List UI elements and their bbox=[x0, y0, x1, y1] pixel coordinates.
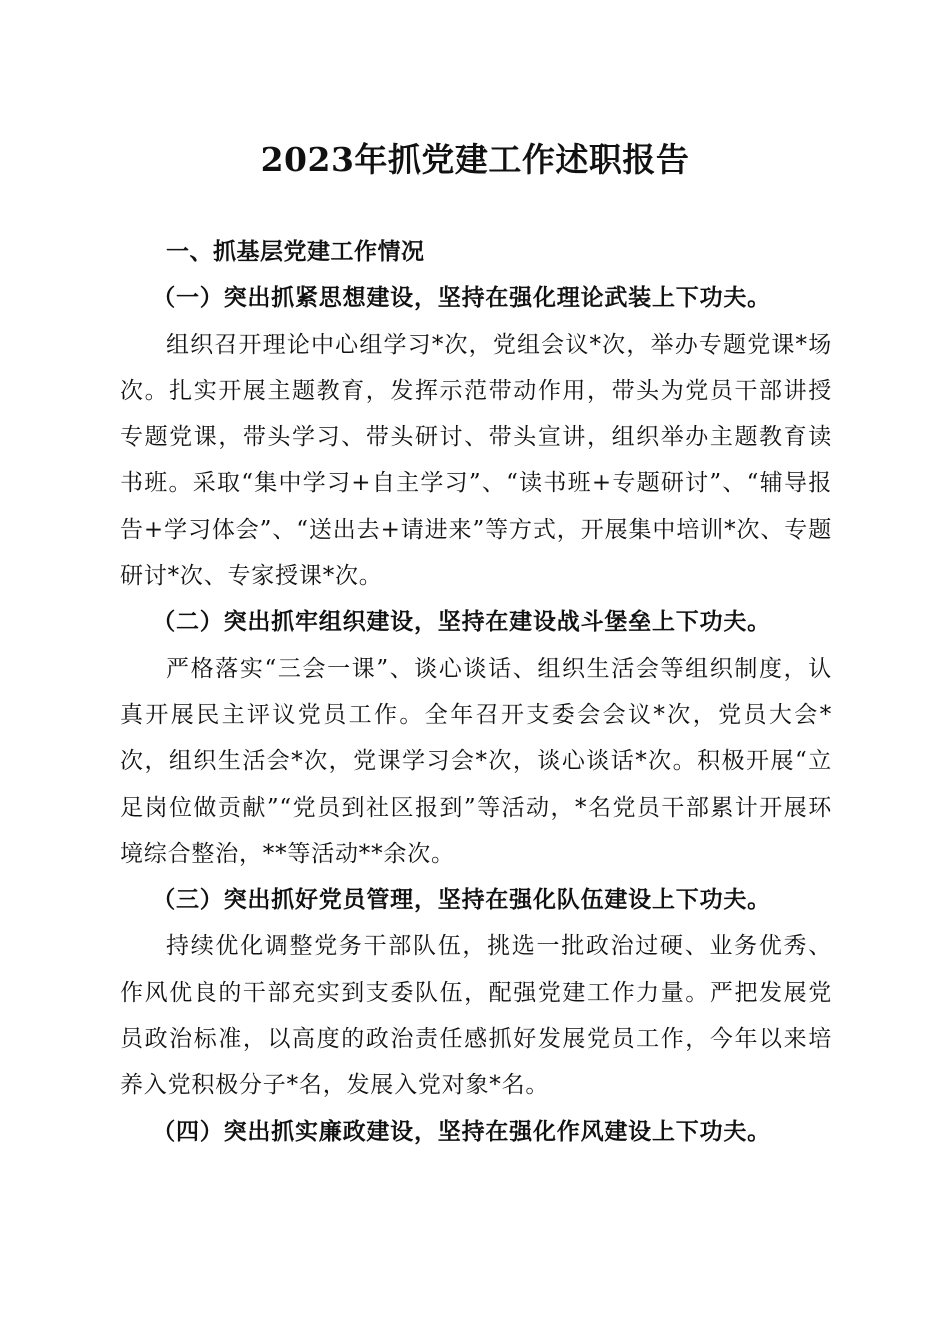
paragraph-3: 持续优化调整党务干部队伍，挑选一批政治过硬、业务优秀、作风优良的干部充实到支委队伍，配强党建工作力量。严把发展党员政治标准，以高度的政治责任感抓好发展党员工作，今年以来培养入党积极分子*名，发展入党对象*名。 bbox=[120, 933, 832, 1099]
document-body bbox=[120, 229, 832, 1155]
paragraph-1: 组织召开理论中心组学习*次，党组会议*次，举办专题党课*场次。扎实开展主题教育，发挥示范带动作用，带头为党员干部讲授专题党课，带头学习、带头研讨、带头宣讲，组织举办主题教育读书班。采取“集中学习+自主学习”、“读书班+专题研讨”、“辅导报告+学习体会”、“送出去+请进来”等方式，开展集中培训*次、专题研讨*次、专家授课*次。 bbox=[120, 331, 832, 590]
subsection-heading-3: （三）突出抓好党员管理，坚持在强化队伍建设上下功夫。 bbox=[152, 886, 771, 914]
section-heading-1: 一、抓基层党建工作情况 bbox=[166, 239, 425, 265]
subsection-heading-4: （四）突出抓实廉政建设，坚持在强化作风建设上下功夫。 bbox=[152, 1117, 771, 1145]
document-title: 2023年抓党建工作述职报告 bbox=[260, 140, 690, 179]
subsection-heading-1: （一）突出抓紧思想建设，坚持在强化理论武装上下功夫。 bbox=[152, 284, 771, 312]
paragraph-2: 严格落实“三会一课”、谈心谈话、组织生活会等组织制度，认真开展民主评议党员工作。全年召开支委会会议*次，党员大会*次，组织生活会*次，党课学习会*次，谈心谈话*次。积极开展“立足岗位做贡献”“党员到社区报到”等活动，*名党员干部累计开展环境综合整治，**等活动**余次。 bbox=[120, 655, 832, 867]
subsection-heading-2: （二）突出抓牢组织建设，坚持在建设战斗堡垒上下功夫。 bbox=[152, 608, 771, 636]
